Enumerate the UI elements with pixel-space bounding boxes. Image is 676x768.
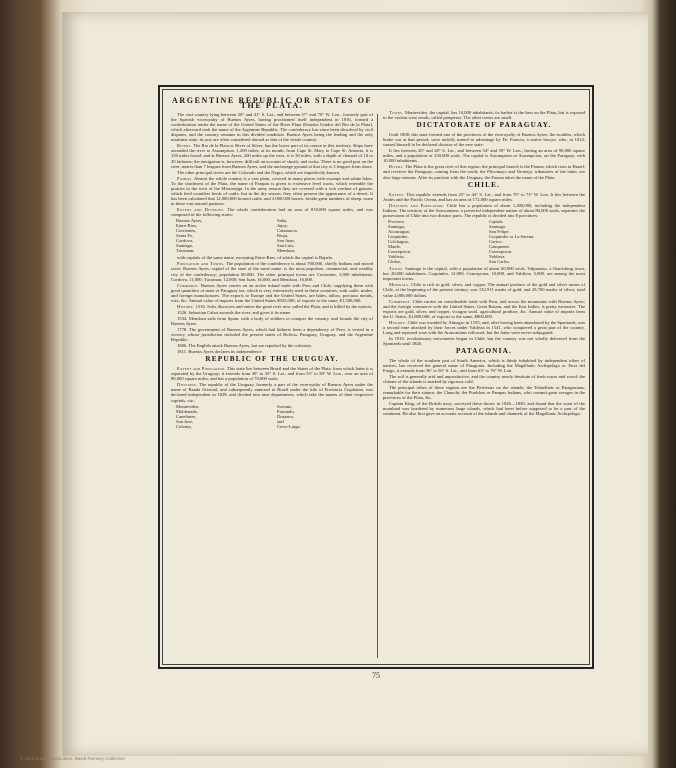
commerce-text: Buenos Ayres carries on an active inland trade with Peru and Chile, supplying them with great quantities of mate or Paraguay tea, which is very extensively used in these countries, with cattle, mules, and foreign manufactures. The exports to Europe and the United States, are hides, tallow, precious metals, wax, &c. Annual value of imports from the United States $925,000; of exports to the same, $1,500,000. [171, 282, 373, 303]
capital-item: Santiago. [489, 223, 507, 229]
capital-item: Curico. [489, 239, 503, 245]
argentine-history-5: 1806. The English attack Buenos Ayres, but are repulsed by the colonists. [177, 343, 312, 349]
provinces-col [388, 219, 479, 264]
department-item: Durazno, [277, 413, 295, 419]
capital-item: Concepcion. [489, 249, 513, 255]
state-item: Santa Fe, [176, 233, 194, 239]
department-item: Canelones, [176, 413, 197, 419]
argentine-rivers-2: The other principal rivers are the Colorado and the Negro, which are imperfectly known. [177, 169, 341, 175]
chile-commerce [383, 299, 585, 319]
chile-towns [383, 266, 585, 281]
capitals-header: Capitals. [489, 218, 504, 224]
state-item: Jujuy, [277, 223, 288, 229]
states-col-b [277, 218, 368, 253]
population-heading: Population and Towns. [177, 261, 225, 267]
state-item: Catamarca, [277, 228, 298, 234]
states-list [171, 218, 373, 253]
uruguay-extent-heading: Extent and Population. [177, 366, 226, 372]
chile-extent-text: This republic extends from 25° to 44° S. Lat., and from 70° to 73° W. Lon. It lies between the Andes and the Pacific Ocean, and has an area of 172,000 square miles. [383, 191, 585, 202]
province-item: Santiago, [388, 223, 406, 229]
province-item: Concepcion, [388, 249, 412, 255]
paraguay-p2: It lies between 20° and 28° S. Lat., and between 54° and 59° W. Lon., having an area of 90,000 square miles, and a population of 250,000 souls. The capital is Assumption or Assumpcion, on the Paraguay, with 10,000 inhabitants. [383, 148, 585, 164]
uruguay-extent-text: This state lies between Brazil and the States of the Plata, from which latter it is separated by the Uruguay; it extends from 30° to 35° S. Lat., and from 53° to 58° W. Lon., over an area of 80,000 square miles, and has a population of 70,000 souls. [171, 366, 373, 382]
state-item: Salta, [277, 218, 288, 224]
credit-line: © Cartography Associates, David Rumsey Collection [20, 756, 125, 761]
state-item: Rioja, [277, 233, 289, 239]
chile-towns-text: Santiago is the capital, with a population of about 60,000 souls. Valparaiso, a flourishing town, has 20,000 inhabitants. Coquimbo, 12,000, Concepcion, 10,000, and Valdivia, 5,000, are among the most important towns. [383, 266, 585, 282]
page-number: 75 [372, 671, 380, 680]
argentine-commerce [171, 283, 373, 303]
chile-commerce-heading: Commerce. [389, 298, 412, 304]
chile-history [383, 320, 585, 335]
capital-item: Cauquenes. [489, 244, 511, 250]
text-frame [158, 85, 594, 680]
argentine-pampas [171, 176, 373, 206]
uruguay-divisions [171, 382, 373, 402]
uruguay-extent [171, 366, 373, 381]
state-item: Corrientes, [176, 228, 197, 234]
chile-minerals-heading: Minerals. [389, 282, 410, 288]
department-item: San Jose, [176, 418, 194, 424]
state-item: Tucuman, [176, 248, 195, 254]
province-item: Chiloe, [388, 259, 402, 265]
uruguay-towns [383, 110, 585, 120]
paraguay-p1: Until 1808, this state formed one of the provinces of the viceroyalty of Buenos Ayres; the troubles, which broke out at that period, were artfully turned to advantage by Dr. Francia, a native lawyer, who, in 1814, caused himself to be declared dictator of the new state. [383, 132, 585, 148]
argentine-history-4: 1778. The government of Buenos Ayres, which had hitherto been a dependency of Peru, is vested in a viceroy, whose jurisdiction included the present states of Bolivia, Paraguay, Uruguay, and the Argentine Republic. [171, 326, 373, 343]
argentine-capitals: with capitals of the same name, excepting Entre-Rios, of which the capital is Bajada. [177, 255, 333, 261]
state-item: Santiago, [176, 243, 194, 249]
patagonia-title: PATAGONIA. [455, 346, 513, 355]
province-item: Aconcagua, [388, 228, 410, 234]
pampas-text: Almost the whole country is a vast plain, covered in many places with swamps and saline lakes. To the southwest of the Plata, the name of Pampas is given to extensive level tracts, which resemble the prairies to the west of the Mississippi. In the rainy season they are covered with a rich verdure of grasses, which feed countless herds of cattle, but in the dry season, they often present the appearance of a desert. It has been calculated that 12,000,000 horned cattle, and 3,000,000 horses, beside great numbers of sheep, roam in these vast natural pastures. [171, 175, 373, 206]
patagonia-p2: The soil is generally arid and unproductive, and the country nearly destitute of fresh water and wood: the climate of the islands is marked by rigorous cold. [383, 374, 585, 385]
capital-item: San Carlos. [489, 259, 511, 265]
departments-list [171, 404, 373, 429]
book-page [62, 12, 648, 756]
history-heading: History. [177, 303, 195, 309]
chile-title: CHILE. [467, 180, 501, 189]
argentine-intro: The vast country lying between 20° and 41° S. Lat., and between 57° and 70° W. Lon., formerly part of the Spanish viceroyalty of Buenos Ayres, having proclaimed itself independent in 1816, formed a confederation under the name of the United States of the River Plata (Estados Unidos del Rio de la Plata), which afterward took the name of the Argentine Republic. The confederacy has since been dissolved by civil disputes, and the country remains in this divided condition. Buenos Ayres being the leading and the only maritime state, its acts are often considered abroad as that of the whole country. [171, 112, 373, 143]
department-item: and [277, 418, 284, 424]
state-item: Entre-Rios, [176, 223, 198, 229]
uruguay-towns-heading: Towns. [389, 110, 404, 115]
chile-divisions-heading: Divisions and Population. [389, 202, 445, 208]
state-item: Buenos Ayres, [176, 218, 203, 224]
chile-divisions-text: Chile has a population of about 1,400,000, including the independent Indians. The territory of the Araucanians, a powerful independent nation of about 80,000 souls, separates the possessions of Chile into two distinct parts. The republic is divided into 8 provinces: [383, 202, 585, 218]
departments-col-a [176, 404, 267, 429]
province-item: Valdivia, [388, 254, 405, 260]
commerce-heading: Commerce. [177, 282, 200, 288]
patagonia-p3: The principal tribes of these regions are the Pecherais on the islands; the Tehuelhets or Patagonians, remarkable for their stature; the Chunchi; the Puelches or Pampas Indians, who commit great ravages in the provinces of the Plata, &c. [383, 385, 585, 401]
chile-extent-heading: Extent. [389, 191, 405, 197]
paraguay-title: DICTATORATE OF PARAGUAY. [416, 121, 552, 130]
chile-history-2: In 1810, revolutionary movements began in Chile, but the country was not wholly delivered from the Spaniards until 1826. [383, 335, 585, 346]
department-item: Paisandu, [277, 408, 295, 414]
extent-text: The whole confederation had an area of 810,000 square miles, and was composed of the following states: [171, 206, 373, 217]
right-column [383, 96, 585, 660]
chile-towns-heading: Towns. [389, 266, 404, 272]
uruguay-divisions-text: The republic of the Uruguay, formerly a part of the viceroyalty of Buenos Ayres under the name of Banda Oriental, and subsequently annexed to Brazil under the title of Provincia Cisplatina, was declared independent in 1828, and divided into nine departments, which take the names of their respective capitals, viz.: [171, 382, 373, 403]
departments-col-b [277, 404, 368, 429]
states-col-a [176, 218, 267, 253]
chile-commerce-text: Chile carries on considerable trade with Peru, and across the mountains with Buenos Ayres; and the foreign commerce with the United States, Great Britain, and the East Indies, is pretty extensive. The exports are gold, silver, and copper, vicugna wool, agricultural produce, &c. Annual value of imports from the U. States, $1,800,000; of exports to the same, $800,000. [383, 298, 585, 319]
extent-heading: Extent and Divisions. [177, 206, 225, 212]
argentine-history-1 [171, 304, 373, 309]
department-item: Cerro-Largo. [277, 423, 302, 429]
chile-provinces-table [383, 219, 585, 264]
state-item: San Luis, [277, 243, 295, 249]
left-column [171, 96, 373, 660]
patagonia-p1: The whole of the southern part of South America, which is thinly inhabited by independent tribes of natives, has received the general name of Patagonia. Including the Magellanic Archipelago or Terra del Fuego, it extends from 36° to 56° S. Lat., and from 63° to 76° W. Lon. [383, 358, 585, 374]
chile-extent [383, 192, 585, 202]
department-item: Soriano, [277, 403, 293, 409]
uruguay-divisions-heading: Divisions. [177, 382, 198, 388]
history-text: 1516. Solis discovers and enters the great river now called the Plata, and is killed by the natives. [195, 303, 373, 309]
paraguay-rivers-text: The Plata is the great river of this region; the principal branch is the Parana, which rises in Brazil, and receives the Paraguay, coming from the north; the Pilcomayo and Vermejo, tributaries of the latter, are also large streams. After its junction with the Uruguay, the Parana takes the name of the Plata. [383, 164, 585, 180]
uruguay-towns-text: Montevideo, the capital, has 10,000 inhabitants; its harbor is the best on the Plata, but is exposed to the violent west winds, called pamperos. The other towns are small. [383, 110, 585, 121]
chile-divisions [383, 203, 585, 218]
state-item: Cordova, [176, 238, 194, 244]
pampas-heading: Pampas. [177, 175, 193, 181]
provinces-header: Provinces. [388, 218, 405, 224]
province-item: Colchagua, [388, 239, 409, 245]
state-item: Mendoza, [277, 248, 296, 254]
argentine-population [171, 261, 373, 281]
province-item: Coquimbo, [388, 233, 409, 239]
uruguay-title: REPUBLIC OF THE URUGUAY. [205, 355, 339, 364]
state-item: San Juan, [277, 238, 295, 244]
population-text: The population of the confederacy is about 700,000, chiefly Indians and mixed races. Buenos Ayres, capital of the state of the same name, is the most populous, commercial, and wealthy city of the confederacy; population 80,000. The other principal towns are Corrientes, 3,000 inhabitants; Cordova, 11,000; Tucuman, 12,000; San Juan, 16,000, and Mendoza, 16,000. [171, 261, 373, 282]
patagonia-p4: Captain King, of the British navy, surveyed these shores in 1826—1830, and found that the coast of the mainland was bordered by numerous large islands, which had been before supposed to be a part of the continent. He also first gave an accurate account of the islands and channels of the Magellanic Archipelago. [383, 401, 585, 417]
chile-history-heading: History. [389, 319, 407, 325]
department-item: Colonia, [176, 423, 192, 429]
rivers-heading: Rivers. [177, 143, 192, 149]
capitals-col [489, 219, 580, 264]
chile-minerals [383, 282, 585, 297]
argentine-history-6: 1811. Buenos Ayres declares its independence. [177, 349, 263, 355]
argentine-rivers [171, 143, 373, 168]
capital-item: San Felipe. [489, 228, 510, 234]
paraguay-rivers [383, 164, 585, 179]
argentine-history-3: 1534. Mendoza sails from Spain, with a body of soldiers to conquer the country, and founds the city of Buenos Ayres. [171, 315, 373, 326]
capital-item: Coquimbo or La Serena. [489, 233, 535, 239]
inner-border [162, 89, 590, 665]
chile-minerals-text: Chile is rich in gold, silver, and copper. The annual produce of the gold and silver mines of Chile, at the beginning of the present century, was 132,911 marks of gold, and 29,700 marks of silver; total value 2,000,000 dollars. [383, 282, 585, 298]
argentine-extent [171, 207, 373, 217]
argentine-title: ARGENTINE REPUBLIC OR STATES OF THE PLATA. [172, 96, 372, 111]
column-divider [377, 114, 378, 658]
argentine-history-2: 1526. Sebastian Cabot ascends the river, and gives it its name. [177, 309, 292, 315]
department-item: Maldonado, [176, 408, 199, 414]
department-item: Montevideo, [176, 403, 200, 409]
paraguay-rivers-heading: Rivers. [389, 164, 404, 170]
chile-history-text: Chile was invaded by Almagro in 1535, and, after having been abandoned by the Spaniards, was a second time attacked by their forces under Valdivia in 1541, who conquered a great part of the country. Long and repeated wars with the Araucanians followed, but the latter were never subjugated. [383, 319, 585, 335]
rivers-text: The Rio de la Plata or River of Silver, has the lower part of its course in this territory. Ships have ascended the river to Assumption, 1,200 miles; at its mouth, from Cape St. Mary to Cape St. Antonio, it is 150 miles broad; and at Buenos Ayres, 200 miles up the river, it is 30 miles, with a depth of channel of 18 to 20 fathoms; the navigation is, however, difficult on account of shoals, and rocks. There is no good port on the river, nearer than 7 leagues from Buenos Ayres, and the anchorage-ground at that city is 3 leagues from shore. [171, 143, 373, 169]
capital-item: Valdivia. [489, 254, 506, 260]
province-item: Maule, [388, 244, 401, 250]
